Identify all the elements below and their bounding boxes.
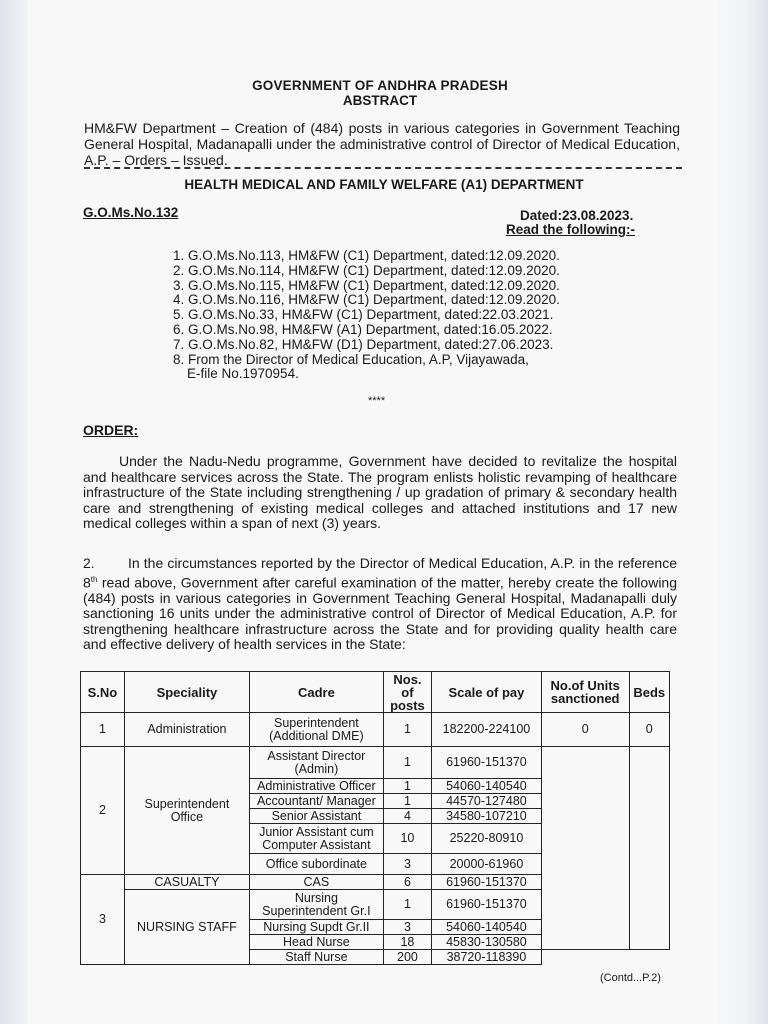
reference-item: 4. G.O.Ms.No.116, HM&FW (C1) Department, dated:12.09.2020. — [173, 292, 560, 308]
table-row — [81, 713, 670, 747]
reference-item: 2. G.O.Ms.No.114, HM&FW (C1) Department, dated:12.09.2020. — [173, 262, 560, 278]
subject-text: HM&FW Department – Creation of (484) posts in various categories in Government Teaching General Hospital, Madanapalli under the administrative control of Director of Medical Education, A.P. – Orders – Issued. — [84, 120, 680, 168]
cell-cadre: Nursing Superintendent Gr.I — [249, 890, 383, 920]
reference-item: 8. From the Director of Medical Education, A.P, Vijayawada, — [173, 351, 529, 367]
cell-scale: 20000-61960 — [432, 854, 542, 875]
header-beds: Beds — [629, 672, 669, 713]
cell-scale: 61960-151370 — [432, 890, 542, 920]
dashed-divider — [84, 167, 682, 169]
section-separator-stars: **** — [368, 395, 386, 407]
order-date: Dated:23.08.2023. — [520, 208, 634, 223]
header-posts: Nos. of posts — [383, 672, 431, 713]
cell-units-empty — [541, 747, 629, 950]
cell-scale: 34580-107210 — [432, 809, 542, 824]
cell-cadre: Staff Nurse — [249, 950, 383, 965]
cell-sno: 3 — [81, 875, 125, 965]
cell-cadre: Superintendent (Additional DME) — [249, 713, 383, 747]
cell-posts: 1 — [383, 713, 431, 747]
department-heading: HEALTH MEDICAL AND FAMILY WELFARE (A1) DEPARTMENT — [184, 177, 584, 192]
cell-posts: 1 — [383, 747, 431, 779]
reference-item: 3. G.O.Ms.No.115, HM&FW (C1) Department, dated:12.09.2020. — [173, 277, 560, 293]
cell-scale: 54060-140540 — [432, 779, 542, 794]
order-paragraph-1: Under the Nadu-Nedu programme, Government have decided to revitalize the hospital and healthcare services across the State. The program enlists holistic revamping of healthcare infrastructure of the State including strengthening / up gradation of primary & secondary health care and strengthening of existing medical colleges and attached institutions and 17 new medical colleges within a span of next (3) years. — [83, 453, 677, 531]
cell-beds: 0 — [629, 713, 669, 747]
government-heading: GOVERNMENT OF ANDHRA PRADESH — [252, 78, 508, 93]
cell-scale: 61960-151370 — [432, 875, 542, 890]
cell-scale: 54060-140540 — [432, 920, 542, 935]
reference-item: 5. G.O.Ms.No.33, HM&FW (C1) Department, dated:22.03.2021. — [173, 307, 554, 323]
cell-scale: 45830-130580 — [432, 935, 542, 950]
header-sno: S.No — [81, 672, 125, 713]
cell-cadre: Assistant Director (Admin) — [249, 747, 383, 779]
cell-cadre: Junior Assistant cum Computer Assistant — [249, 824, 383, 854]
cell-cadre: Office subordinate — [249, 854, 383, 875]
cell-posts: 18 — [383, 935, 431, 950]
cell-sno: 2 — [81, 747, 125, 875]
paragraph-number: 2. — [83, 555, 95, 571]
cell-cadre: Nursing Supdt Gr.II — [249, 920, 383, 935]
cell-speciality: NURSING STAFF — [124, 890, 249, 965]
reference-item: 6. G.O.Ms.No.98, HM&FW (A1) Department, dated:16.05.2022. — [173, 321, 553, 337]
cell-posts: 200 — [383, 950, 431, 965]
cell-posts: 1 — [383, 890, 431, 920]
reference-item: 1. G.O.Ms.No.113, HM&FW (C1) Department, dated:12.09.2020. — [173, 248, 560, 263]
cell-posts: 10 — [383, 824, 431, 854]
continued-note: (Contd...P.2) — [600, 972, 661, 984]
cell-cadre: Accountant/ Manager — [249, 794, 383, 809]
paragraph-2-text-a: In the circumstances reported by the Director of Medical Education, A.P. in the reference 8 — [83, 555, 677, 591]
paragraph-2-text-b: read above, Government after careful examination of the matter, hereby create the following (484) posts in various categories in Government Teaching General Hospital, Madanapalli duly sanctioning 16 units under the administrative control of Director of Medical Education, A.P. for strengthening healthcare infrastructure across the State and for providing quality health care and effective delivery of health services in the State: — [83, 574, 677, 653]
cell-cadre: Administrative Officer — [249, 779, 383, 794]
cell-units: 0 — [541, 713, 629, 747]
cell-cadre: CAS — [249, 875, 383, 890]
reference-item: 7. G.O.Ms.No.82, HM&FW (D1) Department, dated:27.06.2023. — [173, 336, 554, 352]
abstract-heading: ABSTRACT — [342, 93, 418, 108]
cell-scale: 61960-151370 — [432, 747, 542, 779]
cell-posts: 1 — [383, 779, 431, 794]
reference-item: E-file No.1970954. — [187, 366, 299, 382]
cell-posts: 6 — [383, 875, 431, 890]
cell-scale: 38720-118390 — [432, 950, 542, 965]
read-following-heading: Read the following:- — [506, 222, 635, 237]
header-units: No.of Units sanctioned — [541, 672, 629, 713]
cell-scale: 182200-224100 — [432, 713, 542, 747]
cell-posts: 3 — [383, 854, 431, 875]
order-paragraph-2 — [83, 556, 677, 653]
reference-list — [173, 249, 560, 382]
posts-table — [80, 671, 670, 965]
go-number: G.O.Ms.No.132 — [83, 205, 179, 220]
cell-posts: 1 — [383, 794, 431, 809]
header-scale: Scale of pay — [432, 672, 542, 713]
cell-cadre: Senior Assistant — [249, 809, 383, 824]
table-header-row — [81, 672, 670, 713]
cell-scale: 25220-80910 — [432, 824, 542, 854]
cell-scale: 44570-127480 — [432, 794, 542, 809]
cell-beds-empty — [629, 747, 669, 950]
order-heading: ORDER: — [83, 422, 139, 438]
cell-cadre: Head Nurse — [249, 935, 383, 950]
cell-sno: 1 — [81, 713, 125, 747]
header-speciality: Speciality — [124, 672, 249, 713]
ordinal-superscript: th — [90, 574, 98, 584]
scan-edge-left — [0, 0, 30, 1024]
cell-speciality: CASUALTY — [124, 875, 249, 890]
cell-speciality: Superintendent Office — [124, 747, 249, 875]
cell-posts: 4 — [383, 809, 431, 824]
cell-speciality: Administration — [124, 713, 249, 747]
table-row — [81, 747, 670, 779]
cell-posts: 3 — [383, 920, 431, 935]
header-cadre: Cadre — [249, 672, 383, 713]
